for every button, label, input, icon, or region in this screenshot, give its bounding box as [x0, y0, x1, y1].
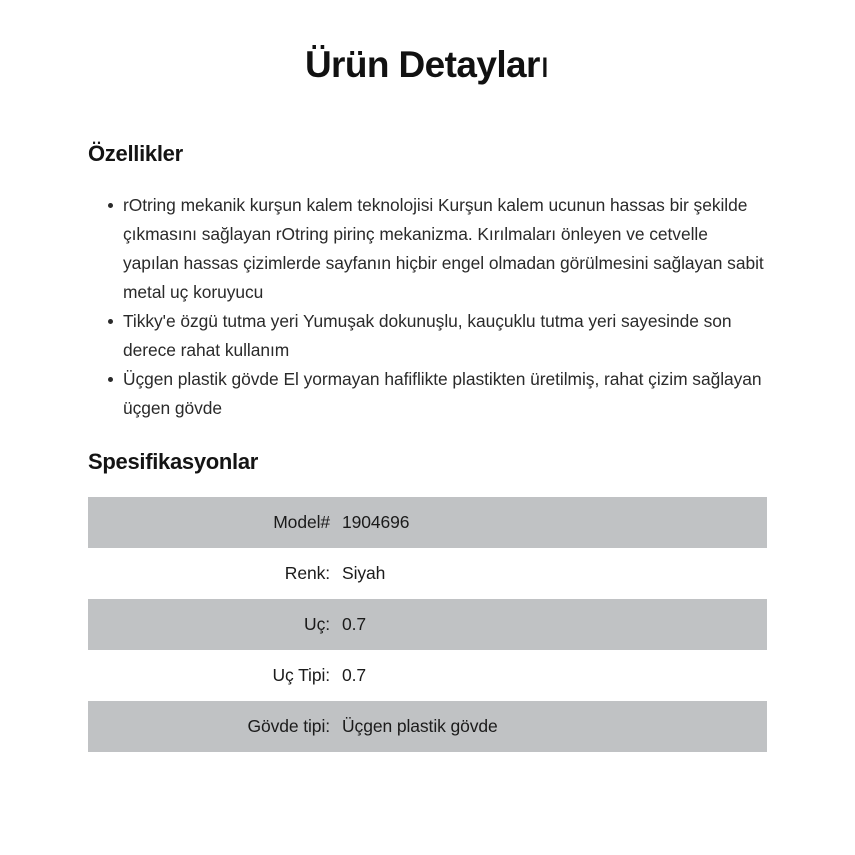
spec-label: Uç Tipi:: [272, 664, 330, 685]
spec-value: 0.7: [342, 664, 367, 685]
spec-value: Siyah: [342, 562, 386, 583]
bullet-icon: [108, 319, 113, 324]
page-title-lead: Ürün Detaylar: [304, 44, 540, 85]
spec-value: 0.7: [342, 613, 367, 634]
content-column: [0, 87, 855, 752]
spec-value: Üçgen plastik gövde: [342, 715, 498, 736]
bullet-icon: [108, 203, 113, 208]
feature-text: rOtring mekanik kurşun kalem teknolojisi Kurşun kalem ucunun hassas bir şekilde çıkmasını sağlayan rOtring pirinç mekanizma. Kırılmaları önleyen ve cetvelle yapılan hassas çizimlerde sayfanın hiçbir engel olmadan görülmesini sağlayan sabit metal uç koruyucu: [123, 194, 764, 302]
list-item: [88, 191, 767, 307]
spec-value: 1904696: [342, 511, 410, 532]
bullet-icon: [108, 377, 113, 382]
table-row: [88, 701, 767, 752]
feature-list: [88, 167, 767, 423]
page-title: [0, 0, 855, 87]
spec-label: Uç:: [304, 613, 330, 634]
specifications-heading: Spesifikasyonlar: [88, 448, 259, 474]
table-row: [88, 548, 767, 599]
spec-label: Gövde tipi:: [247, 715, 330, 736]
feature-text: Tikky'e özgü tutma yeri Yumuşak dokunuşlu, kauçuklu tutma yeri sayesinde son derece rahat kullanım: [123, 310, 732, 360]
page-title-tail: ı: [539, 44, 551, 85]
features-heading: Özellikler: [88, 140, 183, 166]
table-row: [88, 599, 767, 650]
feature-text: Üçgen plastik gövde El yormayan hafiflikte plastikten üretilmiş, rahat çizim sağlayan üçgen gövde: [123, 368, 762, 418]
list-item: [88, 365, 767, 423]
spec-label: Renk:: [284, 562, 330, 583]
spec-label: Model#: [273, 511, 330, 532]
specifications-table: [88, 497, 767, 752]
list-item: [88, 307, 767, 365]
table-row: [88, 497, 767, 548]
table-row: [88, 650, 767, 701]
